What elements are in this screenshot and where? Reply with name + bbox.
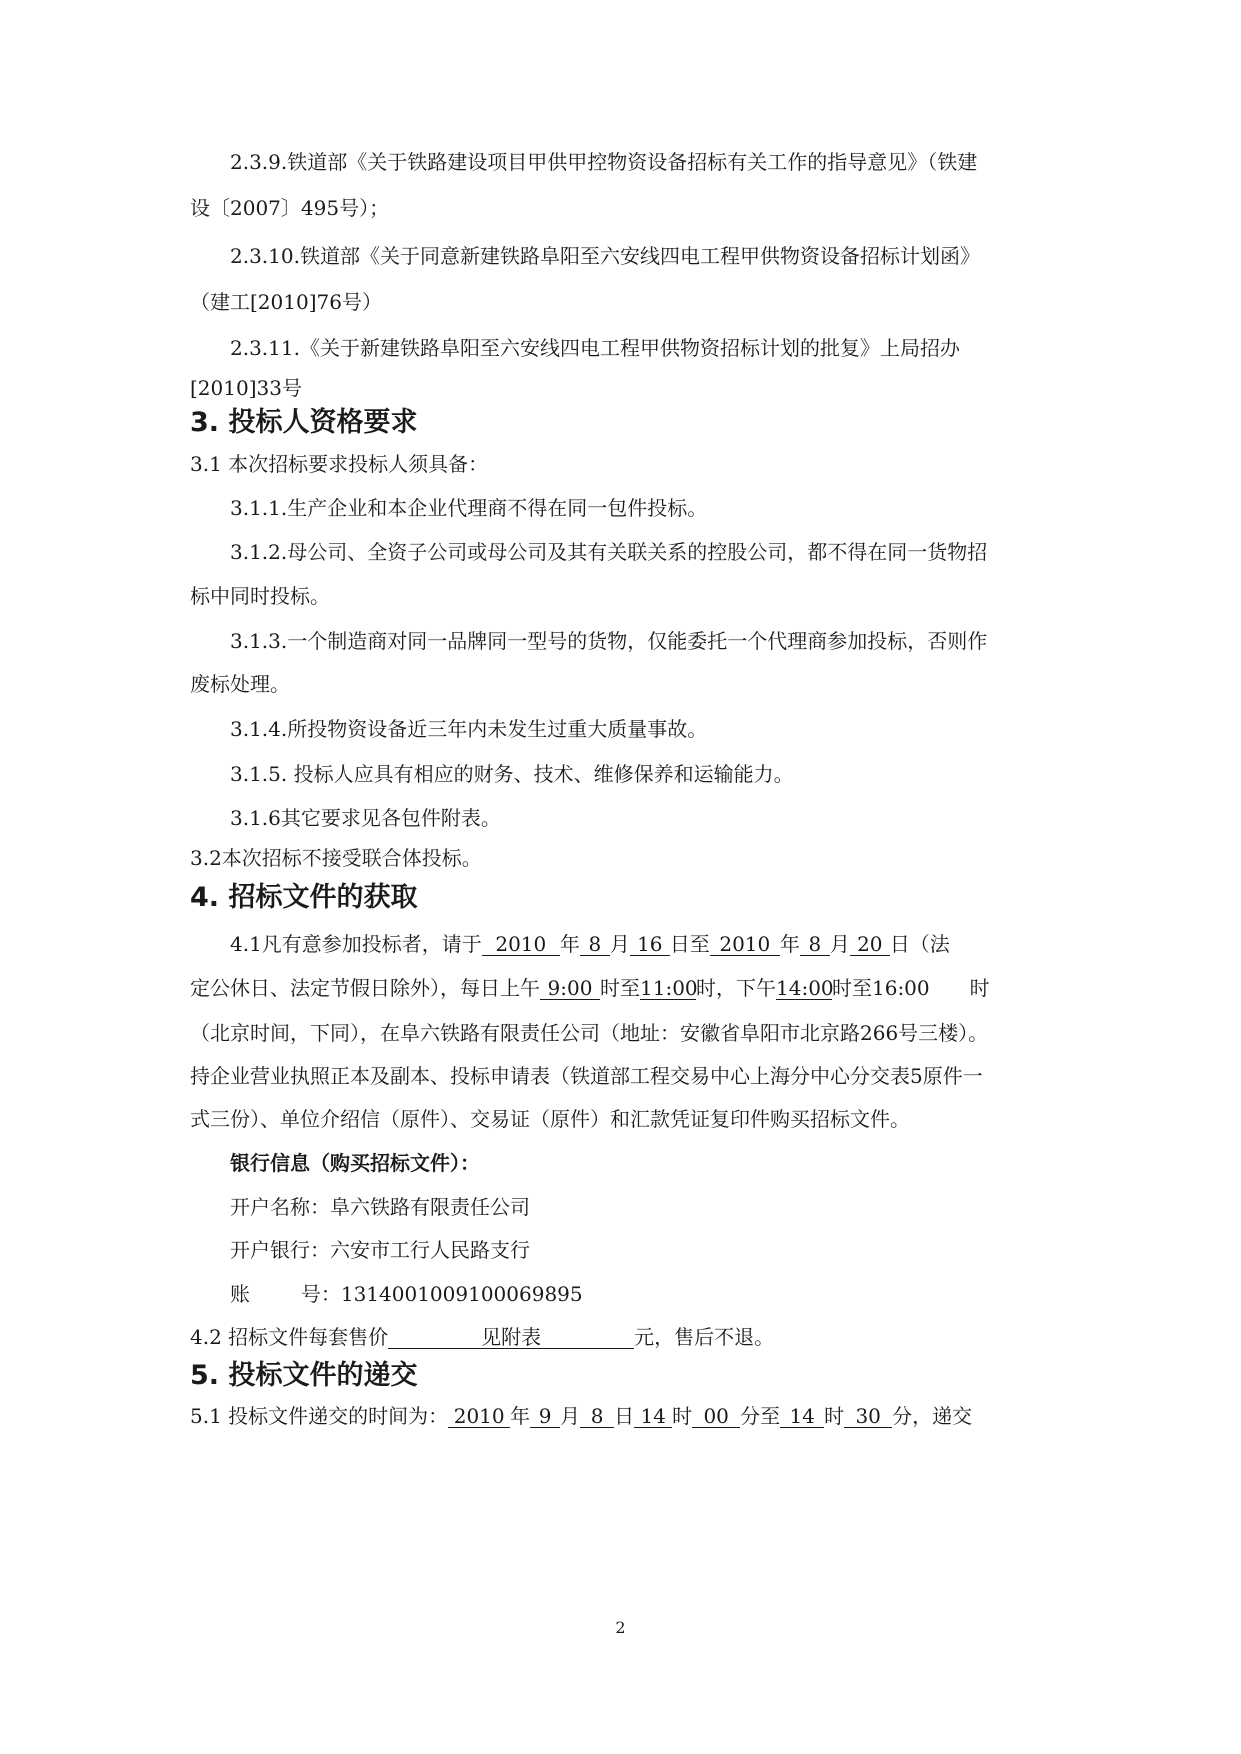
clause-3-1-2-line2: 标中同时投标。 (190, 584, 330, 608)
submit-day: 8 (580, 1405, 614, 1428)
end-hour: 14 (780, 1405, 824, 1428)
text: 日 (614, 1404, 635, 1428)
start-year: 2010 (482, 933, 560, 956)
bank-info-title: 银行信息（购买招标文件）： (230, 1151, 480, 1175)
bank-account-number-row (230, 1282, 583, 1306)
am-end: 11:00 (640, 976, 698, 1000)
clause-2-3-10-line1: 2.3.10.铁道部《关于同意新建铁路阜阳至六安线四电工程甲供物资设备招标计划函》 (230, 244, 980, 268)
text: 4.1凡有意参加投标者，请于 (230, 932, 482, 956)
start-minute: 00 (692, 1405, 740, 1428)
clause-5-1 (190, 1404, 972, 1428)
text: 分，递交 (892, 1404, 973, 1428)
text: 月 (609, 932, 630, 956)
text: 年 (779, 932, 800, 956)
document-price: 见附表 (388, 1326, 634, 1349)
clause-3-1: 3.1 本次招标要求投标人须具备： (190, 452, 489, 476)
heading-bidder-qualification: 3. 投标人资格要求 (190, 407, 418, 438)
text: 5.1 投标文件递交的时间为： (190, 1404, 449, 1428)
text: 年 (510, 1404, 531, 1428)
end-year: 2010 (710, 933, 780, 956)
clause-3-2: 3.2本次招标不接受联合体投标。 (190, 846, 482, 870)
page-number: 2 (615, 1618, 626, 1637)
bank-branch: 开户银行：六安市工行人民路支行 (230, 1238, 530, 1262)
text: 4.2 招标文件每套售价 (190, 1325, 389, 1349)
text: 月 (829, 932, 850, 956)
start-hour: 14 (634, 1405, 672, 1428)
clause-4-1-line1 (230, 932, 950, 956)
text: 分至 (740, 1404, 781, 1428)
text: 时 (969, 976, 990, 1000)
account-number: 1314001009100069895 (340, 1282, 583, 1306)
clause-3-1-3-line2: 废标处理。 (190, 672, 290, 696)
text: 时至 (600, 976, 640, 1000)
start-day: 16 (630, 933, 670, 956)
submit-month: 9 (530, 1405, 560, 1428)
text: 定公休日、法定节假日除外），每日上午 (190, 976, 540, 1000)
text: 元，售后不退。 (634, 1325, 775, 1349)
am-start: 9:00 (540, 977, 600, 1000)
bank-account-name: 开户名称：阜六铁路有限责任公司 (230, 1195, 530, 1219)
text: 时 (672, 1404, 693, 1428)
clause-2-3-11-line1: 2.3.11.《关于新建铁路阜阳至六安线四电工程甲供物资招标计划的批复》上局招办 (230, 336, 960, 360)
heading-obtain-documents: 4. 招标文件的获取 (190, 882, 418, 913)
clause-3-1-1: 3.1.1.生产企业和本企业代理商不得在同一包件投标。 (230, 496, 708, 520)
pm-start: 14:00 (776, 976, 834, 1000)
clause-4-1-line5: 式三份）、单位介绍信（原件）、交易证（原件）和汇款凭证复印件购买招标文件。 (190, 1107, 910, 1131)
text: 日至 (669, 932, 710, 956)
heading-submission: 5. 投标文件的递交 (190, 1360, 418, 1391)
clause-3-1-3-line1: 3.1.3.一个制造商对同一品牌同一型号的货物，仅能委托一个代理商参加投标，否则作 (230, 629, 988, 653)
text: 年 (559, 932, 580, 956)
text: 月 (560, 1404, 581, 1428)
submit-year: 2010 (448, 1405, 510, 1428)
end-day: 20 (850, 933, 890, 956)
clause-2-3-11-line2: [2010]33号 (190, 376, 302, 400)
clause-2-3-9-line1: 2.3.9.铁道部《关于铁路建设项目甲供甲控物资设备招标有关工作的指导意见》（铁建 (230, 150, 978, 174)
clause-2-3-9-line2: 设〔2007〕495号）； (190, 196, 390, 220)
clause-3-1-6: 3.1.6其它要求见各包件附表。 (230, 806, 501, 830)
account-label: 账 号： (230, 1282, 341, 1306)
text: 时 (824, 1404, 845, 1428)
end-minute: 30 (844, 1405, 892, 1428)
start-month: 8 (580, 933, 610, 956)
clause-4-1-line4: 持企业营业执照正本及副本、投标申请表（铁道部工程交易中心上海分中心分交表5原件一 (190, 1064, 983, 1088)
text: 日（法 (889, 932, 950, 956)
clause-4-1-line2 (190, 976, 990, 1000)
text: 时至16:00 (832, 976, 930, 1000)
clause-4-1-line3: （北京时间，下同），在阜六铁路有限责任公司（地址：安徽省阜阳市北京路266号三楼）。 (190, 1021, 989, 1045)
text: 时，下午 (696, 976, 776, 1000)
end-month: 8 (800, 933, 830, 956)
clause-3-1-5: 3.1.5. 投标人应具有相应的财务、技术、维修保养和运输能力。 (230, 762, 794, 786)
clause-2-3-10-line2: （建工[2010]76号） (190, 290, 382, 314)
clause-4-2 (190, 1325, 774, 1349)
clause-3-1-4: 3.1.4.所投物资设备近三年内未发生过重大质量事故。 (230, 717, 708, 741)
clause-3-1-2-line1: 3.1.2.母公司、全资子公司或母公司及其有关联关系的控股公司，都不得在同一货物招 (230, 540, 988, 564)
